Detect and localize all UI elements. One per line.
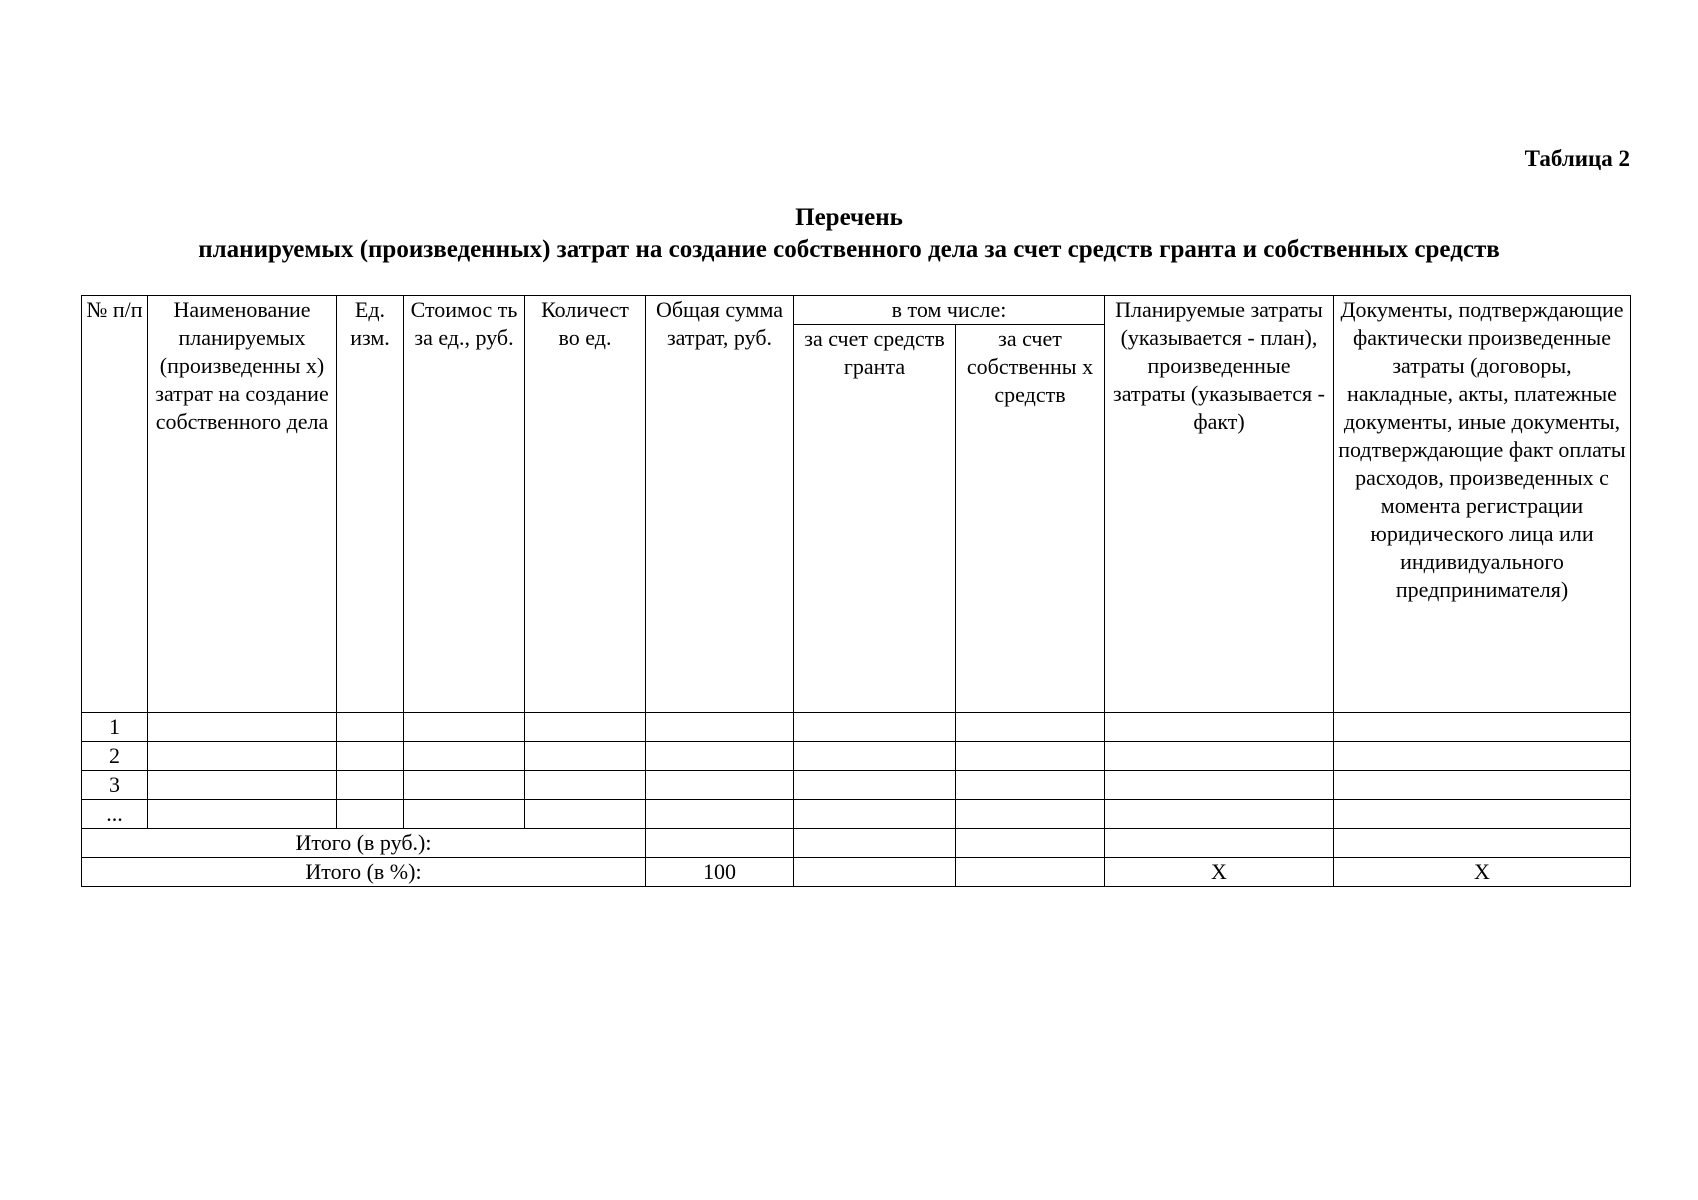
header-price: Стоимос ть за ед., руб. bbox=[404, 296, 525, 713]
table-row bbox=[82, 800, 1631, 829]
row-number: ... bbox=[82, 800, 148, 829]
cell-name bbox=[148, 771, 337, 800]
header-name: Наименование планируемых (произведенны х) затрат на создание собственного дела bbox=[148, 296, 337, 713]
header-own: за счет собственны х средств bbox=[956, 325, 1105, 713]
cell-docs bbox=[1334, 713, 1631, 742]
document-title: Перечень bbox=[795, 204, 903, 231]
table-row bbox=[82, 713, 1631, 742]
cell-total bbox=[646, 742, 794, 771]
cell-grant bbox=[794, 829, 956, 858]
row-number: 3 bbox=[82, 771, 148, 800]
header-qty: Количест во ед. bbox=[525, 296, 646, 713]
document-subtitle: планируемых (произведенных) затрат на создание собственного дела за счет средств гранта и собственных средств bbox=[198, 236, 1500, 263]
cell-docs bbox=[1334, 771, 1631, 800]
total-pct-docs: X bbox=[1334, 858, 1631, 887]
total-pct-value: 100 bbox=[646, 858, 794, 887]
cell-planned bbox=[1105, 771, 1334, 800]
cell-own bbox=[956, 742, 1105, 771]
cell-docs bbox=[1334, 742, 1631, 771]
cell-qty bbox=[525, 713, 646, 742]
cell-unit bbox=[337, 742, 404, 771]
cell-qty bbox=[525, 771, 646, 800]
cell-qty bbox=[525, 742, 646, 771]
header-unit: Ед. изм. bbox=[337, 296, 404, 713]
cell-docs bbox=[1334, 800, 1631, 829]
header-total: Общая сумма затрат, руб. bbox=[646, 296, 794, 713]
cell-total bbox=[646, 771, 794, 800]
cell-unit bbox=[337, 800, 404, 829]
cell-planned bbox=[1105, 742, 1334, 771]
cell-planned bbox=[1105, 713, 1334, 742]
total-rub-row bbox=[82, 829, 1631, 858]
row-number: 1 bbox=[82, 713, 148, 742]
cell-grant bbox=[794, 713, 956, 742]
cell-own bbox=[956, 858, 1105, 887]
cell-unit bbox=[337, 713, 404, 742]
header-no: № п/п bbox=[82, 296, 148, 713]
row-number: 2 bbox=[82, 742, 148, 771]
cell-own bbox=[956, 800, 1105, 829]
cell-planned bbox=[1105, 800, 1334, 829]
cell-total bbox=[646, 829, 794, 858]
cell-docs bbox=[1334, 829, 1631, 858]
header-grant: за счет средств гранта bbox=[794, 325, 956, 713]
cell-price bbox=[404, 800, 525, 829]
cell-grant bbox=[794, 771, 956, 800]
costs-table bbox=[81, 295, 1631, 887]
cell-grant bbox=[794, 800, 956, 829]
total-pct-label: Итого (в %): bbox=[82, 858, 646, 887]
header-planned: Планируемые затраты (указывается - план), произведенные затраты (указывается - факт) bbox=[1105, 296, 1334, 713]
total-pct-row bbox=[82, 858, 1631, 887]
cell-own bbox=[956, 713, 1105, 742]
cell-price bbox=[404, 742, 525, 771]
cell-grant bbox=[794, 858, 956, 887]
cell-name bbox=[148, 800, 337, 829]
cell-grant bbox=[794, 742, 956, 771]
header-including: в том числе: bbox=[794, 296, 1105, 325]
cell-name bbox=[148, 713, 337, 742]
cell-price bbox=[404, 771, 525, 800]
cell-unit bbox=[337, 771, 404, 800]
cell-planned bbox=[1105, 829, 1334, 858]
cell-price bbox=[404, 713, 525, 742]
total-pct-planned: X bbox=[1105, 858, 1334, 887]
cell-name bbox=[148, 742, 337, 771]
cell-total bbox=[646, 713, 794, 742]
header-docs: Документы, подтверждающие фактически произведенные затраты (договоры, накладные, акты, платежные документы, иные документы, подтверждающие факт оплаты расходов, произведенных с момента регистрации юридического лица или индивидуального предпринимателя) bbox=[1334, 296, 1631, 713]
table-row bbox=[82, 742, 1631, 771]
cell-own bbox=[956, 829, 1105, 858]
table-label: Таблица 2 bbox=[1524, 146, 1630, 171]
total-rub-label: Итого (в руб.): bbox=[82, 829, 646, 858]
table-row bbox=[82, 771, 1631, 800]
cell-qty bbox=[525, 800, 646, 829]
cell-own bbox=[956, 771, 1105, 800]
cell-total bbox=[646, 800, 794, 829]
